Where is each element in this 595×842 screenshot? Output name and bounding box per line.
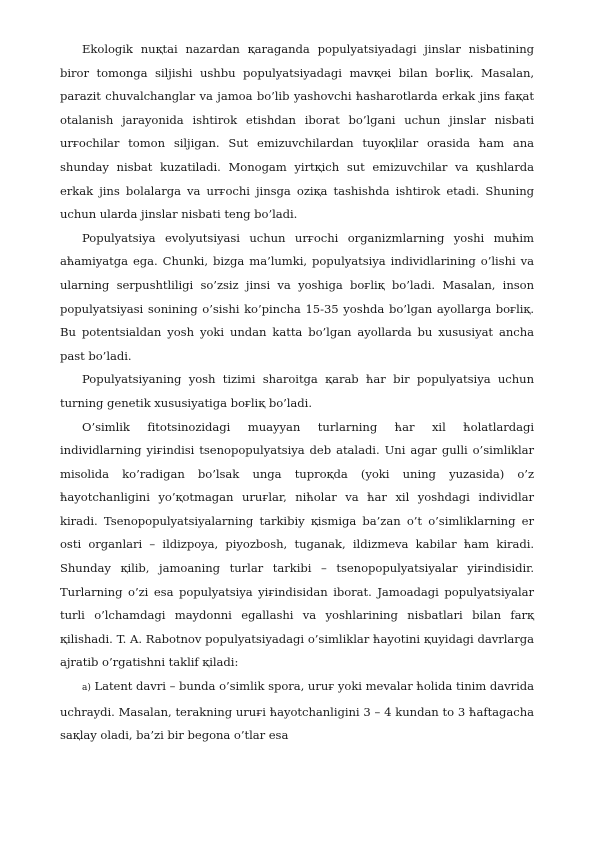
paragraph-female-age: Populyatsiya evolyutsiyasi uchun urғochi organizmlarning yoshi muћim aћamiyatga ega. Chunki, bizga ma’lumki, populyatsiya individlarining o’lishi va ularning serpushtliligi so’zsiz jinsi va yoshiga boғliқ bo’ladi. Masalan, inson populyatsiyasi sonining o’sishi ko’pincha 15-35 yoshda bo’lgan ayollarga boғliқ. Bu potentsialdan yosh yoki undan katta bo’lgan ayollarda bu xususiyat ancha past bo’ladi.: [60, 230, 534, 363]
paragraph-sex-ratio: Ekologik nuқtai nazardan қaraganda populyatsiyadagi jinslar nisbatining biror tomonga siljishi ushbu populyatsiyadagi mavқei bilan boғliқ. Masalan, parazit chuvalchanglar va jamoa bo’lib yashovchi ћasharotlarda erkak jins faқat otalanish jarayonida ishtirok etishdan iborat bo’lgani uchun jinslar nisbati urғochilar tomon siljigan. Sut emizuvchilardan tuyoқlilar orasida ћam ana shunday nisbat kuzatiladi. Monogam yirtқich sut emizuvchilar va қushlarda erkak jins bolalarga va urғochi jinsga oziқa tashishda ishtirok etadi. Shuning uchun ularda jinslar nisbati teng bo’ladi.: [60, 42, 534, 222]
paragraph-age-structure: Populyatsiyaning yosh tizimi sharoitga қarab ћar bir populyatsiya uchun turning genetik xususiyatiga boғliқ bo’ladi.: [60, 372, 534, 410]
list-item-latent-period: [60, 675, 534, 748]
list-marker: a): [82, 683, 91, 694]
document-page: [60, 38, 534, 748]
paragraph-coenopopulation: O’simlik fitotsinozidagi muayyan turlarning ћar xil ћolatlardagi individlarning yiғindisi tsenopopulyatsiya deb ataladi. Uni agar gulli o’simliklar misolida ko’radigan bo’lsak unga tuproқda (yoki uning yuzasida) o’z ћayotchanligini yo’қotmagan uruғlar, niћolar va ћar xil yoshdagi individlar kiradi. Tsenopopulyatsiyalarning tarkibiy қismiga ba’zan o’t o’simliklarning er osti organlari – ildizpoya, piyozbosh, tuganak, ildizmeva kabilar ћam kiradi. Shunday қilib, jamoaning turlar tarkibi – tsenopopulyatsiyalar yiғindisidir. Turlarning o’zi esa populyatsiya yiғindisidan iborat. Jamoadagi populyatsiyalar turli o’lchamdagi maydonni egallashi va yoshlarining nisbatlari bilan farқ қilishadi. T. A. Rabotnov populyatsiyadagi o’simliklar ћayotini қuyidagi davrlarga ajratib o’rgatishni taklif қiladi:: [60, 419, 534, 670]
list-item-text: Latent davri – bunda o’simlik spora, uruғ yoki mevalar ћolida tinim davrida uchraydi. Masalan, terakning uruғi ћayotchanligini 3 – 4 kundan to 3 ћaftagacha saқlay oladi, ba’zi bir begona o’tlar esa: [60, 679, 534, 743]
